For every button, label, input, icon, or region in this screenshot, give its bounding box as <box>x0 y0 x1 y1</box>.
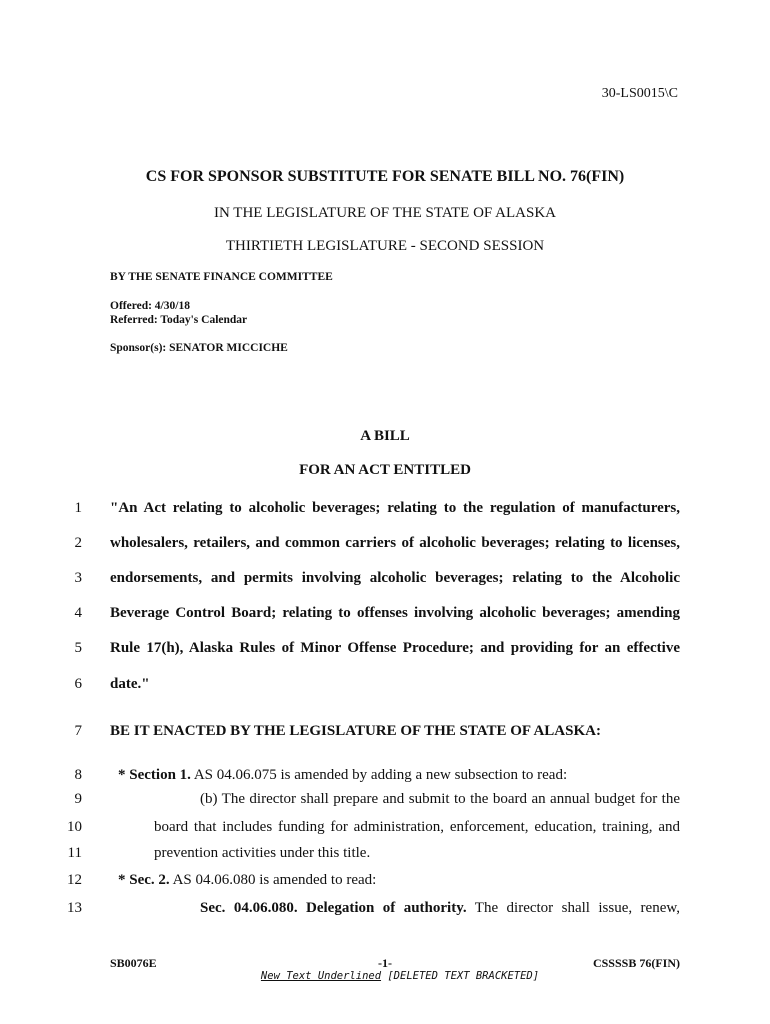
section-text: AS 04.06.075 is amended by adding a new subsection to read: <box>190 767 568 783</box>
legend-deleted-text: [DELETED TEXT BRACKETED] <box>387 970 540 982</box>
line-number: 3 <box>74 570 82 586</box>
line-number: 9 <box>74 791 82 807</box>
legend-new-text: New Text Underlined <box>260 970 382 982</box>
section-1-intro <box>118 767 688 784</box>
bill-title: CS FOR SPONSOR SUBSTITUTE FOR SENATE BILL NO. 76(FIN) <box>145 168 625 185</box>
footer-bill-name: CSSSSB 76(FIN) <box>592 956 680 970</box>
text-legend <box>0 970 770 982</box>
title-text-line: Rule 17(h), Alaska Rules of Minor Offense Procedure; and providing for an effective <box>110 640 680 656</box>
footer-bill-code: SB0076E <box>110 956 157 970</box>
line-number: 13 <box>67 900 82 916</box>
subsection-b-text: (b) The director shall prepare and submit to the board an annual budget for the <box>200 791 680 807</box>
statute-text: The director shall issue, renew, <box>466 900 680 916</box>
document-id: 30-LS0015\C <box>601 86 678 101</box>
line-number: 7 <box>74 723 82 739</box>
statute-heading: Sec. 04.06.080. Delegation of authority. <box>200 900 467 916</box>
legislature-heading: IN THE LEGISLATURE OF THE STATE OF ALASKA <box>214 205 556 221</box>
title-text-line: date." <box>110 676 150 692</box>
line-number: 6 <box>74 676 82 692</box>
line-number: 4 <box>74 605 82 621</box>
title-text-line: "An Act relating to alcoholic beverages; relating to the regulation of manufacturers, <box>110 500 680 516</box>
statute-section-text <box>200 900 680 917</box>
section-label: * Sec. 2. <box>118 872 170 888</box>
line-number: 5 <box>74 640 82 656</box>
line-number: 12 <box>67 872 82 888</box>
title-text-line: wholesalers, retailers, and common carriers of alcoholic beverages; relating to licenses, <box>110 535 680 551</box>
title-text-line: Beverage Control Board; relating to offenses involving alcoholic beverages; amending <box>110 605 680 621</box>
section-text: AS 04.06.080 is amended to read: <box>169 872 377 888</box>
line-number: 10 <box>67 819 82 835</box>
bill-label: A BILL <box>360 428 410 444</box>
session-heading: THIRTIETH LEGISLATURE - SECOND SESSION <box>225 238 545 254</box>
referred-line: Referred: Today's Calendar <box>110 314 248 326</box>
section-2-intro <box>118 872 688 889</box>
title-text-line: endorsements, and permits involving alcoholic beverages; relating to the Alcoholic <box>110 570 680 586</box>
page-number: -1- <box>378 956 392 970</box>
act-entitled-label: FOR AN ACT ENTITLED <box>299 462 471 478</box>
subsection-b-text: board that includes funding for administration, enforcement, education, training, and <box>154 819 680 835</box>
line-number: 8 <box>74 767 82 783</box>
sponsor-line: Sponsor(s): SENATOR MICCICHE <box>110 342 288 354</box>
line-number: 2 <box>74 535 82 551</box>
section-label: * Section 1. <box>118 767 191 783</box>
line-number: 1 <box>74 500 82 516</box>
line-number: 11 <box>67 845 82 861</box>
enacting-clause: BE IT ENACTED BY THE LEGISLATURE OF THE STATE OF ALASKA: <box>110 723 601 739</box>
committee-line: BY THE SENATE FINANCE COMMITTEE <box>110 271 333 283</box>
offered-date: Offered: 4/30/18 <box>110 300 190 312</box>
subsection-b-text: prevention activities under this title. <box>154 845 371 861</box>
